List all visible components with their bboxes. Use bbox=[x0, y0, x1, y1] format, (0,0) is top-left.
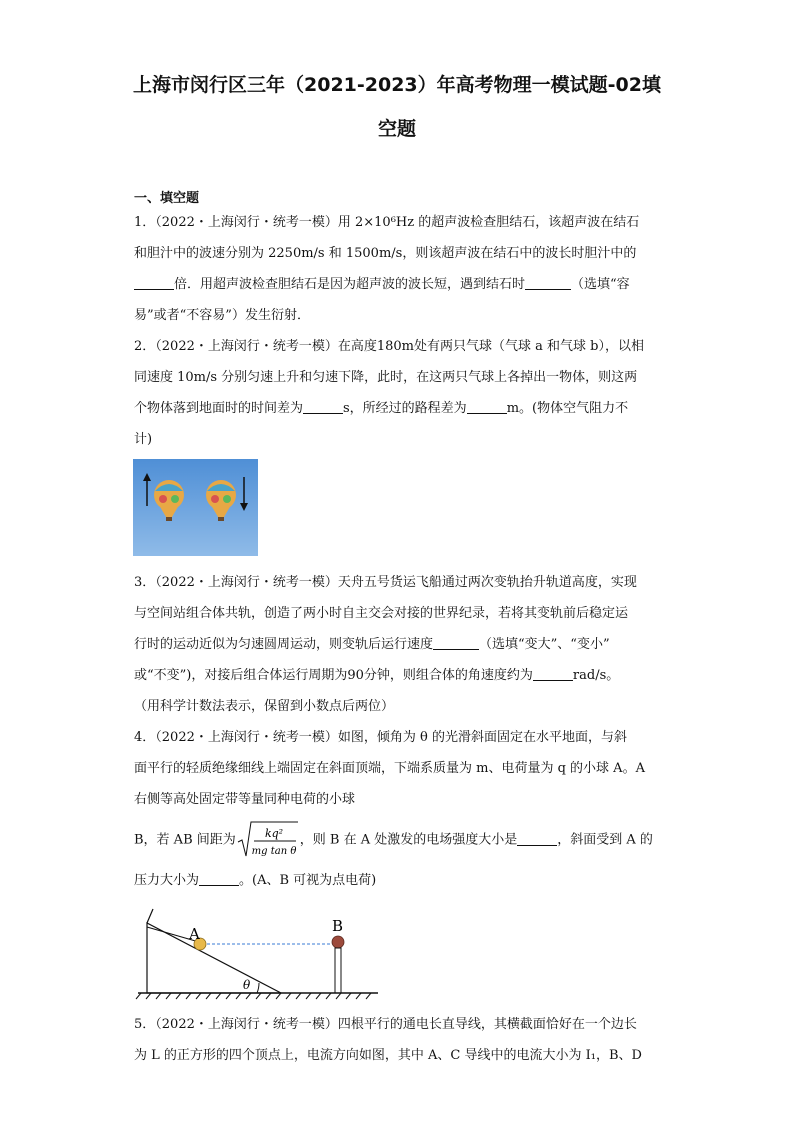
q4-line1: 4．（2022・上海闵行・统考一模）如图，倾角为 θ 的光滑斜面固定在水平地面，与斜 bbox=[134, 730, 627, 745]
label-theta: θ bbox=[243, 978, 251, 992]
q4-line5: 压力大小为 。(A、B 可视为点电荷) bbox=[134, 873, 377, 888]
section-heading: 一、填空题 bbox=[134, 191, 200, 206]
label-b: B bbox=[332, 917, 344, 935]
question-2 bbox=[134, 331, 662, 455]
label-a: A bbox=[189, 925, 200, 943]
ball-b bbox=[332, 936, 344, 948]
q1-answer-blank-2[interactable] bbox=[525, 275, 571, 290]
q3-answer-blank-1[interactable] bbox=[433, 635, 479, 650]
question-4 bbox=[134, 722, 662, 896]
q3-line5: （用科学计数法表示，保留到小数点后两位） bbox=[134, 699, 395, 714]
q1-line1: 1．（2022・上海闵行・统考一模）用 2×10⁶Hz 的超声波检查胆结石，该超声波在结石 bbox=[134, 215, 640, 230]
q4-line3: 右侧等高处固定带等量同种电荷的小球 bbox=[134, 792, 356, 807]
document-title-line1: 上海市闵行区三年（2021-2023）年高考物理一模试题-02填 bbox=[133, 74, 661, 96]
q3-line2: 与空间站组合体共轨，创造了两小时自主交会对接的世界纪录，若将其变轨前后稳定运 bbox=[134, 606, 629, 621]
q2-line4: 计) bbox=[134, 432, 153, 447]
q1-line3: 倍．用超声波检查胆结石是因为超声波的波长短，遇到结石时 （选填“容 bbox=[134, 269, 662, 300]
q5-line1: 5．（2022・上海闵行・统考一模）四根平行的通电长直导线，其横截面恰好在一个边长 bbox=[134, 1017, 637, 1032]
incline-figure bbox=[133, 905, 383, 1000]
q2-line2: 同速度 10m/s 分别匀速上升和匀速下降，此时，在这两只气球上各掉出一物体，则这两 bbox=[134, 370, 638, 385]
q4-answer-blank-2[interactable] bbox=[199, 871, 239, 886]
ball-b-stand bbox=[335, 948, 341, 993]
q4-line4: B，若 AB 间距为 kq² mg tan θ ，则 B 在 A 处激发的电场强度大小是 ，斜面受到 A 的 bbox=[134, 815, 662, 865]
q4-answer-blank-1[interactable] bbox=[517, 831, 557, 846]
incline-triangle bbox=[147, 923, 281, 993]
q4-line2: 面平行的轻质绝缘细线上端固定在斜面顶端，下端系质量为 m、电荷量为 q 的小球 A。A bbox=[134, 761, 645, 776]
q1-line2: 和胆汁中的波速分别为 2250m/s 和 1500m/s，则该超声波在结石中的波长时胆汁中的 bbox=[134, 246, 637, 261]
q3-line1: 3．（2022・上海闵行・统考一模）天舟五号货运飞船通过两次变轨抬升轨道高度，实现 bbox=[134, 575, 637, 590]
q2-line3: 个物体落到地面时的时间差为 s，所经过的路程差为 m。(物体空气阻力不 bbox=[134, 401, 629, 416]
formula-denominator: mg tan θ bbox=[251, 845, 297, 857]
question-5 bbox=[134, 1009, 662, 1071]
q2-answer-blank-2[interactable] bbox=[467, 399, 507, 414]
q3-line3: 行时的运动近似为匀速圆周运动，则变轨后运行速度 （选填“变大”、“变小” bbox=[134, 637, 610, 652]
sky-background bbox=[133, 459, 258, 556]
question-1 bbox=[134, 207, 662, 331]
formula-numerator: kq² bbox=[264, 826, 283, 840]
q3-line4: 或“不变”)，对接后组合体运行周期为90分钟，则组合体的角速度约为 rad/s。 bbox=[134, 668, 620, 683]
distance-formula bbox=[236, 815, 300, 865]
ground-hatching bbox=[136, 993, 371, 999]
balloon-image bbox=[133, 459, 258, 556]
q1-answer-blank-1[interactable] bbox=[134, 275, 174, 290]
q2-answer-blank-1[interactable] bbox=[303, 399, 343, 414]
q1-line4: 易”或者“不容易”）发生衍射． bbox=[134, 308, 310, 323]
document-title-line2: 空题 bbox=[377, 118, 416, 140]
q5-line2: 为 L 的正方形的四个顶点上，电流方向如图，其中 A、C 导线中的电流大小为 I₁，B、D bbox=[134, 1048, 642, 1063]
q2-line1: 2．（2022・上海闵行・统考一模）在高度180m处有两只气球（气球 a 和气球 b），以相 bbox=[134, 339, 644, 354]
question-3 bbox=[134, 567, 662, 722]
q3-answer-blank-2[interactable] bbox=[533, 666, 573, 681]
